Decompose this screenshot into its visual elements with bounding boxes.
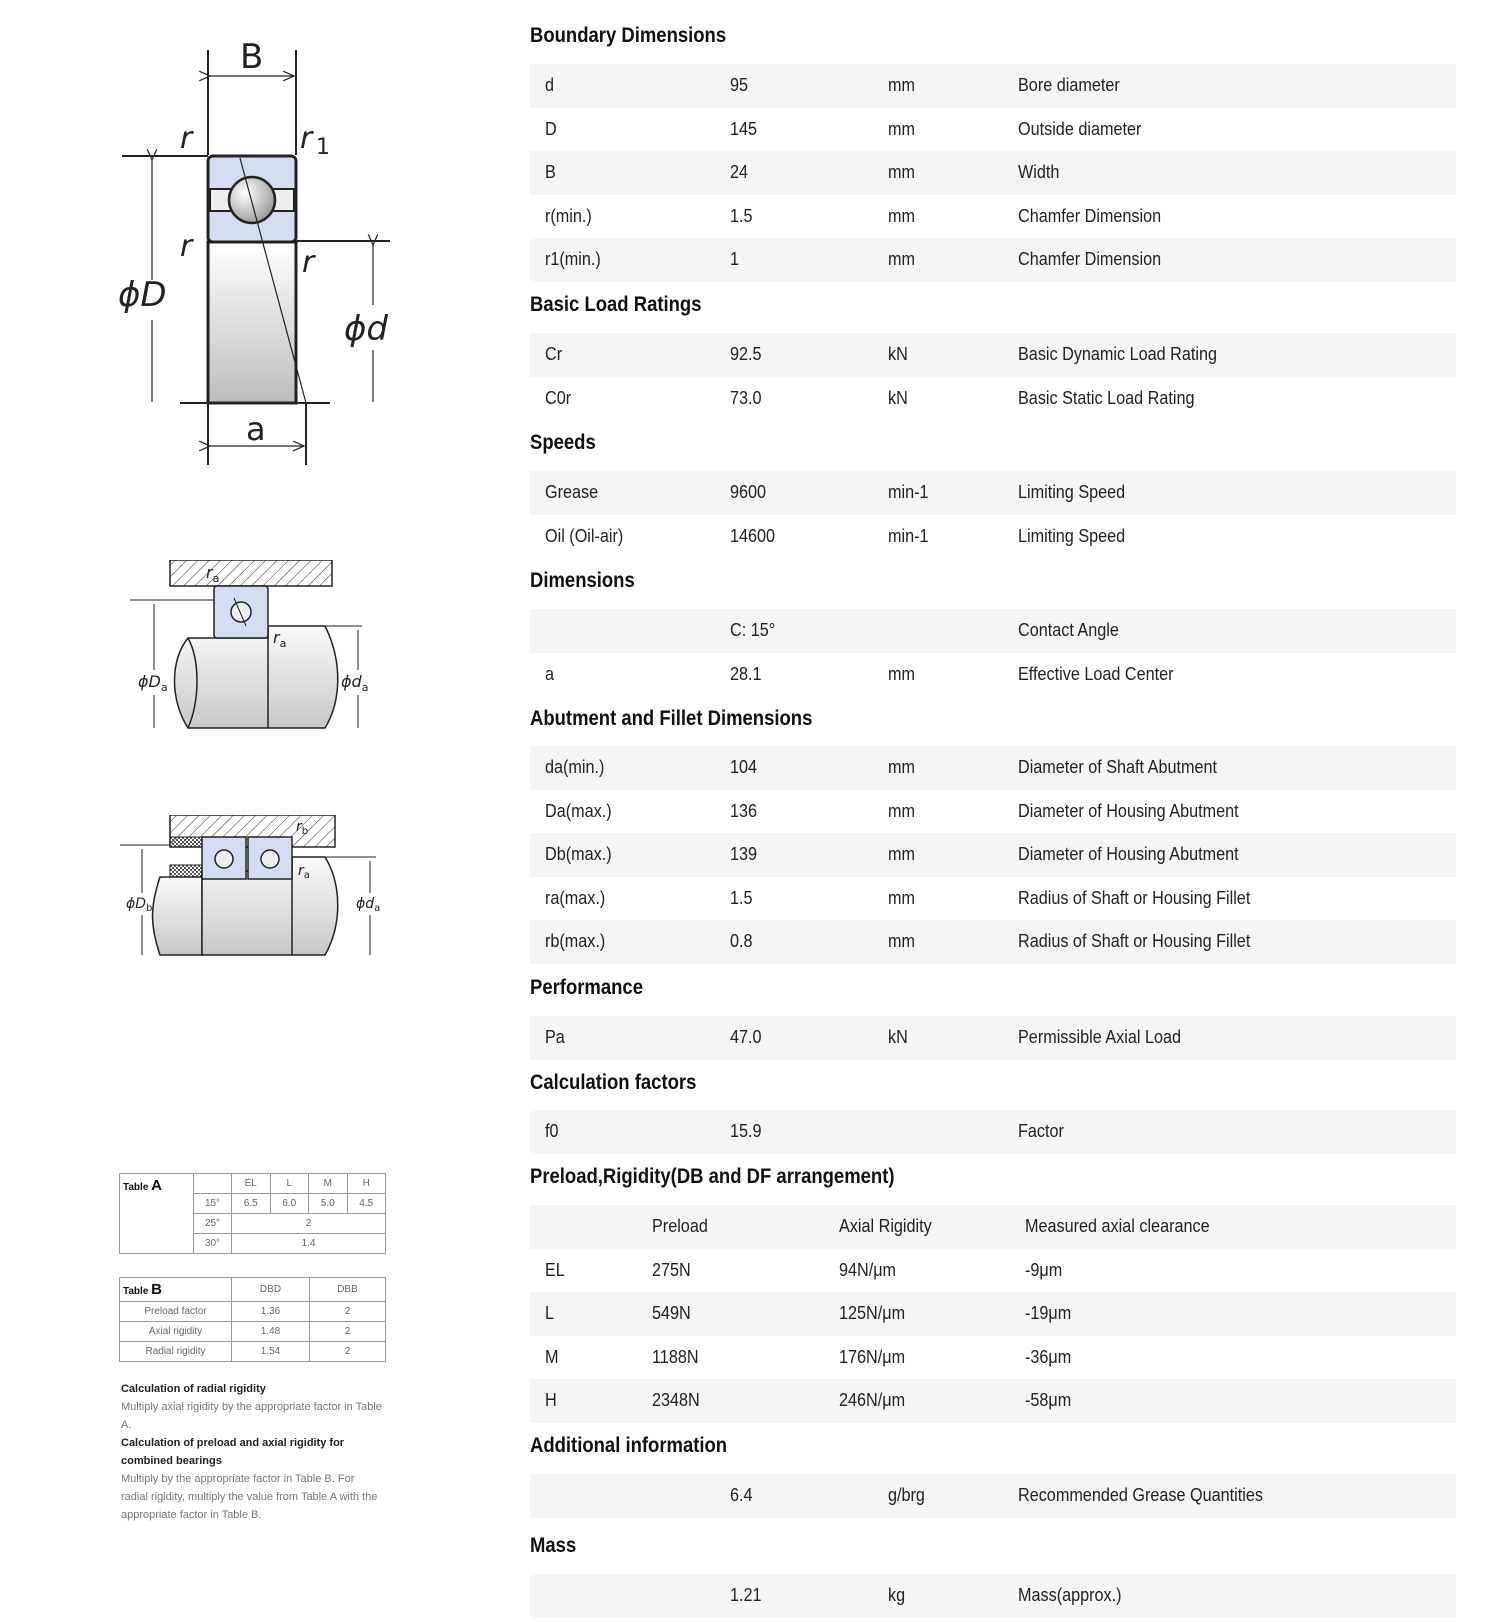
table-cell: 2 xyxy=(232,1214,386,1234)
section-title-boundary: Boundary Dimensions xyxy=(530,24,727,47)
table-cell xyxy=(1003,833,1456,877)
table-cell xyxy=(873,195,1003,239)
additional-info-table xyxy=(530,1474,1456,1518)
svg-text:ra: $r_a$ xyxy=(273,628,287,650)
section-title-additional: Additional information xyxy=(530,1434,728,1457)
table-a-header: M xyxy=(309,1174,348,1194)
section-title-dimensions: Dimensions xyxy=(530,569,635,592)
table-row xyxy=(530,195,1456,239)
cell-text: Da(max.) xyxy=(545,800,612,821)
table-cell xyxy=(1003,108,1456,152)
table-row xyxy=(530,238,1456,282)
cell-text: Width xyxy=(1018,162,1060,183)
table-cell: 5.0 xyxy=(309,1194,348,1214)
cell-text: -19μm xyxy=(1025,1303,1072,1324)
table-cell xyxy=(715,746,873,790)
table-cell xyxy=(824,1249,1010,1293)
table-cell xyxy=(530,377,715,421)
table-cell xyxy=(873,653,1003,697)
table-row xyxy=(530,1016,1456,1060)
table-a-header: EL xyxy=(232,1174,271,1194)
table-row xyxy=(530,151,1456,195)
cell-text: Grease xyxy=(545,482,599,503)
cell-text: r1(min.) xyxy=(545,249,601,270)
table-cell xyxy=(873,920,1003,964)
cell-text: 275N xyxy=(652,1259,691,1280)
cell-text: mm xyxy=(888,249,915,270)
table-cell: Axial rigidity xyxy=(120,1322,232,1342)
cell-text: Effective Load Center xyxy=(1018,663,1174,684)
preload-rigidity-table xyxy=(530,1205,1456,1423)
table-cell xyxy=(1003,64,1456,108)
cell-text: 246N/μm xyxy=(839,1390,906,1411)
table-row xyxy=(530,790,1456,834)
table-cell xyxy=(715,238,873,282)
cell-text: mm xyxy=(888,162,915,183)
table-cell xyxy=(715,195,873,239)
table-row xyxy=(530,877,1456,921)
table-row xyxy=(530,1292,1456,1336)
calculation-notes xyxy=(121,1380,383,1524)
table-cell xyxy=(1003,195,1456,239)
label-a: a xyxy=(246,410,266,448)
table-cell: 25° xyxy=(194,1214,232,1234)
cell-text: 15.9 xyxy=(730,1121,762,1142)
table-cell xyxy=(715,653,873,697)
boundary-dimensions-table xyxy=(530,64,1456,282)
table-b-header: DBB xyxy=(309,1278,385,1302)
table-cell xyxy=(530,746,715,790)
cell-text: Cr xyxy=(545,344,563,365)
cell-text: Measured axial clearance xyxy=(1025,1216,1210,1237)
cell-text: M xyxy=(545,1346,559,1367)
table-cell: Radial rigidity xyxy=(120,1342,232,1362)
cell-text: Pa xyxy=(545,1027,565,1048)
table-cell xyxy=(873,108,1003,152)
table-row xyxy=(530,920,1456,964)
table-cell xyxy=(530,151,715,195)
left-column xyxy=(0,0,500,1622)
cell-text: Radius of Shaft or Housing Fillet xyxy=(1018,887,1251,908)
label-r: r xyxy=(180,121,193,156)
table-cell xyxy=(824,1292,1010,1336)
cell-text: B xyxy=(545,162,556,183)
cell-text: -9μm xyxy=(1025,1259,1063,1280)
table-cell xyxy=(715,920,873,964)
table-a-header: H xyxy=(347,1174,386,1194)
cell-text: f0 xyxy=(545,1121,559,1142)
table-header-row xyxy=(530,1205,1456,1249)
cell-text: 1.5 xyxy=(730,205,753,226)
cell-text: 95 xyxy=(730,75,749,96)
table-cell xyxy=(873,151,1003,195)
table-cell: 1.4 xyxy=(232,1234,386,1254)
table-b-label: Table B xyxy=(120,1278,232,1302)
table-cell xyxy=(715,333,873,377)
bearing-body xyxy=(208,242,296,403)
cell-text: mm xyxy=(888,800,915,821)
table-cell: 6.0 xyxy=(270,1194,309,1214)
cell-text: H xyxy=(545,1390,557,1411)
table-cell xyxy=(1003,471,1456,515)
table-b-header: DBD xyxy=(232,1278,310,1302)
table-cell xyxy=(715,151,873,195)
note-body: Multiply axial rigidity by the appropriate factor in Table A. xyxy=(121,1401,382,1431)
table-a-label: Table A xyxy=(120,1174,194,1254)
cell-text: 92.5 xyxy=(730,344,762,365)
ball-icon xyxy=(229,177,275,223)
table-cell: 1.54 xyxy=(232,1342,310,1362)
section-title-mass: Mass xyxy=(530,1534,577,1557)
table-cell xyxy=(530,333,715,377)
table-cell xyxy=(873,1110,1003,1154)
table-cell xyxy=(715,1110,873,1154)
cell-text: 176N/μm xyxy=(839,1346,906,1367)
table-cell xyxy=(530,1110,715,1154)
table-cell xyxy=(715,108,873,152)
cell-text: 24 xyxy=(730,162,749,183)
table-cell xyxy=(530,1574,715,1618)
table-cell: 1.36 xyxy=(232,1302,310,1322)
table-b xyxy=(119,1277,386,1362)
label-r1: r xyxy=(300,121,313,156)
table-cell xyxy=(873,333,1003,377)
cell-text: mm xyxy=(888,887,915,908)
table-cell xyxy=(1003,515,1456,559)
table-row xyxy=(530,1379,1456,1423)
cell-text: 14600 xyxy=(730,525,776,546)
table-cell xyxy=(530,1205,637,1249)
bearing-cross-section-diagram xyxy=(110,30,420,490)
cell-text: Recommended Grease Quantities xyxy=(1018,1485,1263,1506)
table-row xyxy=(530,1574,1456,1618)
table-cell xyxy=(824,1205,1010,1249)
table-cell xyxy=(873,1016,1003,1060)
cell-text: da(min.) xyxy=(545,757,605,778)
cell-text: g/brg xyxy=(888,1485,925,1506)
table-cell xyxy=(873,877,1003,921)
table-cell xyxy=(715,377,873,421)
table-cell xyxy=(530,653,715,697)
table-cell: 1.48 xyxy=(232,1322,310,1342)
section-title-load-ratings: Basic Load Ratings xyxy=(530,293,702,316)
table-cell xyxy=(873,746,1003,790)
note-heading: Calculation of preload and axial rigidity for combined bearings xyxy=(121,1437,345,1467)
cell-text: 94N/μm xyxy=(839,1259,897,1280)
table-cell xyxy=(637,1249,824,1293)
table-cell xyxy=(715,1574,873,1618)
note-heading: Calculation of radial rigidity xyxy=(121,1383,266,1395)
table-cell xyxy=(530,877,715,921)
cell-text: Preload xyxy=(652,1216,708,1237)
cell-text: Contact Angle xyxy=(1018,620,1119,641)
table-row xyxy=(530,377,1456,421)
performance-table xyxy=(530,1016,1456,1060)
table-b-row xyxy=(120,1342,386,1362)
table-b-row xyxy=(120,1322,386,1342)
cell-text: mm xyxy=(888,205,915,226)
table-cell xyxy=(530,833,715,877)
label-phid: ϕd xyxy=(344,309,389,349)
table-cell xyxy=(530,1292,637,1336)
label-r1-sub: 1 xyxy=(316,135,330,160)
table-cell xyxy=(637,1292,824,1336)
table-cell xyxy=(1010,1336,1456,1380)
table-cell xyxy=(530,471,715,515)
table-cell: 4.5 xyxy=(347,1194,386,1214)
cell-text: mm xyxy=(888,931,915,952)
cell-text: r(min.) xyxy=(545,205,592,226)
table-cell: 2 xyxy=(309,1302,385,1322)
cell-text: 1 xyxy=(730,249,740,270)
table-cell xyxy=(1003,920,1456,964)
cell-text: Chamfer Dimension xyxy=(1018,205,1162,226)
table-cell xyxy=(1003,1574,1456,1618)
cell-text: mm xyxy=(888,118,915,139)
cell-text: Outside diameter xyxy=(1018,118,1142,139)
table-cell xyxy=(1003,238,1456,282)
table-cell xyxy=(873,471,1003,515)
table-row xyxy=(530,64,1456,108)
abutment-table xyxy=(530,746,1456,964)
table-cell xyxy=(1003,877,1456,921)
table-cell xyxy=(1003,333,1456,377)
table-cell: 2 xyxy=(309,1322,385,1342)
table-cell xyxy=(530,64,715,108)
cell-text: min-1 xyxy=(888,525,929,546)
table-cell xyxy=(715,1474,873,1518)
cell-text: Factor xyxy=(1018,1121,1064,1142)
table-cell xyxy=(1010,1379,1456,1423)
cell-text: 145 xyxy=(730,118,758,139)
table-cell: Preload factor xyxy=(120,1302,232,1322)
table-cell xyxy=(530,609,715,653)
svg-text:ϕda: $\phi d_a$ xyxy=(341,672,369,694)
cell-text: Basic Static Load Rating xyxy=(1018,387,1195,408)
cell-text: kN xyxy=(888,344,908,365)
table-cell xyxy=(873,64,1003,108)
cell-text: Axial Rigidity xyxy=(839,1216,932,1237)
cell-text: 6.4 xyxy=(730,1485,753,1506)
table-cell: 2 xyxy=(309,1342,385,1362)
svg-text:ϕDb: $\phi D_b$ xyxy=(126,896,153,914)
cell-text: mm xyxy=(888,663,915,684)
table-cell xyxy=(530,515,715,559)
table-b-row xyxy=(120,1302,386,1322)
cell-text: 73.0 xyxy=(730,387,762,408)
cell-text: 136 xyxy=(730,800,758,821)
single-mounting-diagram xyxy=(130,560,400,760)
table-row xyxy=(530,1249,1456,1293)
cell-text: -36μm xyxy=(1025,1346,1072,1367)
cell-text: D xyxy=(545,118,557,139)
table-cell xyxy=(530,1249,637,1293)
cell-text: 1188N xyxy=(652,1346,699,1367)
svg-text:ϕDa: $\phi D_a$ xyxy=(138,672,168,694)
table-cell xyxy=(194,1174,232,1194)
table-cell xyxy=(873,515,1003,559)
cell-text: L xyxy=(545,1303,555,1324)
table-cell xyxy=(1003,609,1456,653)
section-title-speeds: Speeds xyxy=(530,431,596,454)
table-row xyxy=(530,1110,1456,1154)
table-row xyxy=(530,1474,1456,1518)
cell-text: 1.21 xyxy=(730,1585,762,1606)
table-a xyxy=(119,1173,386,1254)
table-cell xyxy=(715,877,873,921)
section-title-calc-factors: Calculation factors xyxy=(530,1071,697,1094)
section-title-abutment: Abutment and Fillet Dimensions xyxy=(530,707,813,730)
cell-text: 28.1 xyxy=(730,663,762,684)
cell-text: C0r xyxy=(545,387,572,408)
cell-text: -58μm xyxy=(1025,1390,1072,1411)
cell-text: Bore diameter xyxy=(1018,75,1120,96)
table-cell xyxy=(530,1379,637,1423)
table-row xyxy=(530,515,1456,559)
table-cell xyxy=(715,1016,873,1060)
table-row xyxy=(530,833,1456,877)
label-r-inner-left: r xyxy=(180,229,193,264)
cell-text: Limiting Speed xyxy=(1018,482,1126,503)
cell-text: Mass(approx.) xyxy=(1018,1585,1122,1606)
table-cell xyxy=(1010,1249,1456,1293)
table-row xyxy=(530,333,1456,377)
table-cell xyxy=(530,790,715,834)
cell-text: kN xyxy=(888,1027,908,1048)
cell-text: ra(max.) xyxy=(545,887,606,908)
table-cell xyxy=(873,833,1003,877)
cell-text: Diameter of Housing Abutment xyxy=(1018,844,1239,865)
cell-text: EL xyxy=(545,1259,565,1280)
table-cell xyxy=(1003,1016,1456,1060)
cell-text: Db(max.) xyxy=(545,844,612,865)
table-cell xyxy=(715,64,873,108)
section-title-performance: Performance xyxy=(530,976,643,999)
cell-text: 2348N xyxy=(652,1390,700,1411)
cell-text: Diameter of Housing Abutment xyxy=(1018,800,1239,821)
table-cell xyxy=(530,1016,715,1060)
cell-text: 9600 xyxy=(730,482,767,503)
cell-text: Radius of Shaft or Housing Fillet xyxy=(1018,931,1251,952)
table-cell xyxy=(715,515,873,559)
cell-text: Chamfer Dimension xyxy=(1018,249,1162,270)
table-cell xyxy=(1003,377,1456,421)
cell-text: Permissible Axial Load xyxy=(1018,1027,1181,1048)
cell-text: Basic Dynamic Load Rating xyxy=(1018,344,1217,365)
dimensions-table xyxy=(530,609,1456,696)
table-a-header: L xyxy=(270,1174,309,1194)
cell-text: Diameter of Shaft Abutment xyxy=(1018,757,1218,778)
mass-table xyxy=(530,1574,1456,1618)
table-cell xyxy=(873,377,1003,421)
table-cell xyxy=(715,471,873,515)
label-phiD: ϕD xyxy=(118,275,167,315)
cell-text: 0.8 xyxy=(730,931,753,952)
table-row xyxy=(530,471,1456,515)
svg-text:rb: $r_b$ xyxy=(296,819,309,837)
table-cell xyxy=(530,1336,637,1380)
table-cell xyxy=(530,920,715,964)
table-cell xyxy=(1010,1292,1456,1336)
cell-text: 1.5 xyxy=(730,887,753,908)
cell-text: Oil (Oil-air) xyxy=(545,525,624,546)
cell-text: 47.0 xyxy=(730,1027,762,1048)
cell-text: d xyxy=(545,75,555,96)
cell-text: C: 15° xyxy=(730,620,776,641)
speeds-table xyxy=(530,471,1456,558)
table-cell xyxy=(637,1205,824,1249)
double-mounting-diagram xyxy=(120,815,410,985)
table-cell: 15° xyxy=(194,1194,232,1214)
table-cell xyxy=(1003,746,1456,790)
table-cell: 6.5 xyxy=(232,1194,271,1214)
table-cell xyxy=(715,790,873,834)
table-cell xyxy=(873,790,1003,834)
cell-text: mm xyxy=(888,844,915,865)
load-ratings-table xyxy=(530,333,1456,420)
cell-text: mm xyxy=(888,757,915,778)
cell-text: Limiting Speed xyxy=(1018,525,1126,546)
table-cell xyxy=(1003,653,1456,697)
table-row xyxy=(530,746,1456,790)
section-title-preload: Preload,Rigidity(DB and DF arrangement) xyxy=(530,1165,895,1188)
table-cell xyxy=(637,1379,824,1423)
table-cell xyxy=(530,238,715,282)
cell-text: rb(max.) xyxy=(545,931,606,952)
svg-text:ra: $r_a$ xyxy=(206,563,220,585)
label-B: B xyxy=(240,37,264,77)
table-cell: 30° xyxy=(194,1234,232,1254)
cell-text: 104 xyxy=(730,757,758,778)
table-cell xyxy=(637,1336,824,1380)
table-cell xyxy=(824,1379,1010,1423)
cell-text: 139 xyxy=(730,844,758,865)
table-cell xyxy=(873,1574,1003,1618)
table-row xyxy=(530,108,1456,152)
cell-text: 125N/μm xyxy=(839,1303,906,1324)
svg-text:ra: $r_a$ xyxy=(298,863,310,881)
table-cell xyxy=(824,1336,1010,1380)
table-row xyxy=(530,653,1456,697)
label-r-inner-right: r xyxy=(302,245,315,280)
table-cell xyxy=(1003,151,1456,195)
table-cell xyxy=(1003,1474,1456,1518)
table-cell xyxy=(530,1474,715,1518)
table-cell xyxy=(1003,790,1456,834)
table-cell xyxy=(530,195,715,239)
table-cell xyxy=(873,609,1003,653)
table-cell xyxy=(715,609,873,653)
cell-text: kN xyxy=(888,387,908,408)
table-row xyxy=(530,609,1456,653)
table-cell xyxy=(530,108,715,152)
cell-text: min-1 xyxy=(888,482,929,503)
calc-factors-table xyxy=(530,1110,1456,1154)
table-row xyxy=(530,1336,1456,1380)
table-cell xyxy=(715,833,873,877)
cell-text: a xyxy=(545,663,555,684)
note-body: Multiply by the appropriate factor in Table B. For radial rigidity, multiply the value from Table A with the appropriate factor in Table B. xyxy=(121,1473,378,1521)
cell-text: kg xyxy=(888,1585,906,1606)
table-cell xyxy=(873,238,1003,282)
table-cell xyxy=(873,1474,1003,1518)
cell-text: mm xyxy=(888,75,915,96)
svg-text:ϕda: $\phi d_a$ xyxy=(356,896,381,914)
table-cell xyxy=(1003,1110,1456,1154)
table-cell xyxy=(1010,1205,1456,1249)
cell-text: 549N xyxy=(652,1303,691,1324)
